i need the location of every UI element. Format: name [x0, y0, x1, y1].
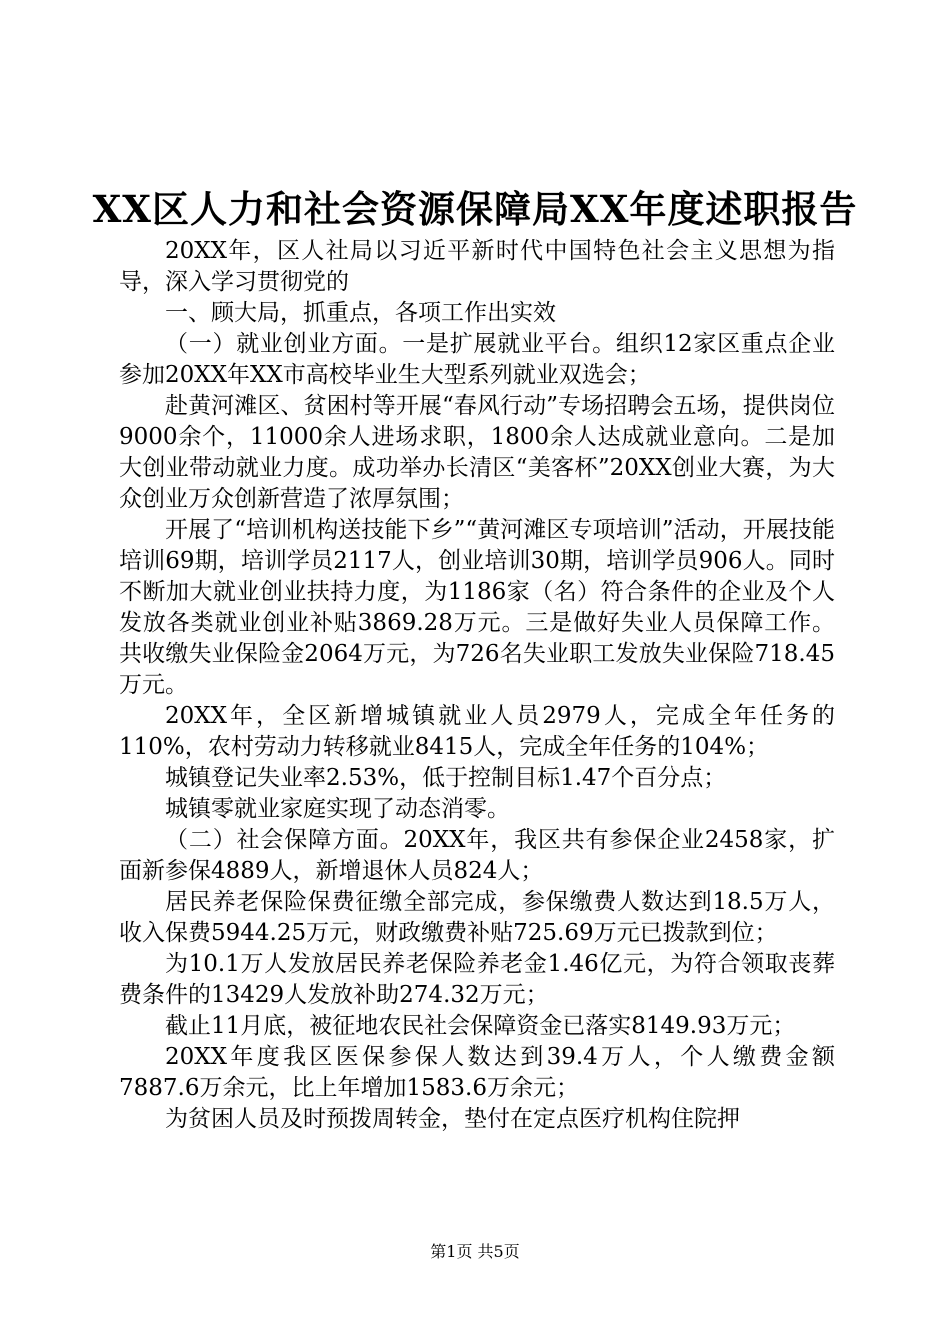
page-number: 第1页 共5页	[430, 1242, 520, 1261]
paragraph: 20XX年度我区医保参保人数达到39.4万人，个人缴费金额7887.6万余元，比上年增加1583.6万余元；	[119, 1044, 835, 1101]
paragraph: 赴黄河滩区、贫困村等开展“春风行动”专场招聘会五场，提供岗位9000余个，11000余人进场求职，1800余人达成就业意向。二是加大创业带动就业力度。成功举办长清区“美客杯”20XX创业大赛，为大众创业万众创新营造了浓厚氛围；	[119, 393, 835, 512]
paragraph: 居民养老保险保费征缴全部完成，参保缴费人数达到18.5万人，收入保费5944.25万元，财政缴费补贴725.69万元已拨款到位；	[119, 889, 835, 946]
paragraph: 为贫困人员及时预拨周转金，垫付在定点医疗机构住院押	[165, 1106, 740, 1132]
paragraph: （一）就业创业方面。一是扩展就业平台。组织12家区重点企业参加20XX年XX市高校毕业生大型系列就业双选会；	[119, 331, 835, 388]
document-body	[119, 236, 835, 1135]
paragraph: （二）社会保障方面。20XX年，我区共有参保企业2458家，扩面新参保4889人，新增退休人员824人；	[119, 827, 835, 884]
document-title: XX区人力和社会资源保障局XX年度述职报告	[92, 187, 858, 231]
section-heading: 一、顾大局，抓重点，各项工作出实效	[165, 300, 556, 326]
paragraph: 20XX年，全区新增城镇就业人员2979人，完成全年任务的110%，农村劳动力转移就业8415人，完成全年任务的104%；	[119, 703, 835, 760]
paragraph: 城镇登记失业率2.53%，低于控制目标1.47个百分点；	[165, 765, 727, 791]
paragraph: 开展了“培训机构送技能下乡”“黄河滩区专项培训”活动，开展技能培训69期，培训学员2117人，创业培训30期，培训学员906人。同时不断加大就业创业扶持力度，为1186家（名）符合条件的企业及个人发放各类就业创业补贴3869.28万元。三是做好失业人员保障工作。共收缴失业保险金2064万元，为726名失业职工发放失业保险718.45万元。	[119, 517, 835, 698]
paragraph: 城镇零就业家庭实现了动态消零。	[165, 796, 510, 822]
paragraph: 为10.1万人发放居民养老保险养老金1.46亿元，为符合领取丧葬费条件的13429人发放补助274.32万元；	[119, 951, 835, 1008]
paragraph: 截止11月底，被征地农民社会保障资金已落实8149.93万元；	[165, 1013, 796, 1039]
paragraph: 20XX年，区人社局以习近平新时代中国特色社会主义思想为指导，深入学习贯彻党的	[119, 238, 835, 295]
